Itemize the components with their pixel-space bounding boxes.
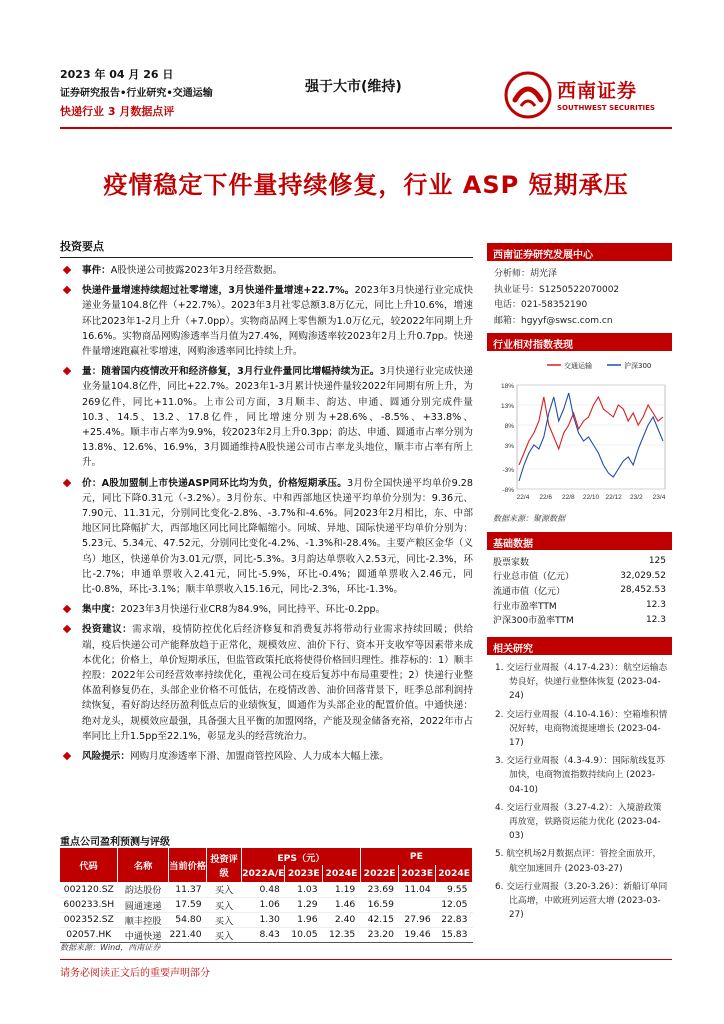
cell-price: 17.59 xyxy=(169,897,207,912)
cell-eps: 1.96 xyxy=(285,912,323,927)
highlight-item xyxy=(60,602,473,617)
highlight-text: 3月份全国快递平均单价9.28元，同比下降0.31元（-3.2%）。3月份东、中和西部地区快递平均单价分别为：9.36元、7.90元、11.31元，分别同比变化-2.8%、-3.7%和-4.6%。同2023年2月相比，东、中部地区同比降幅扩大，西部地区同比同比降幅缩小。同城、异地、国际快递平均单价分别为：5.23元、5.34元、47.52元，分别同比变化-4.2%、-1.3%和-28.4%。主要产粮区金华（义乌）地区，快递单价为3.01元/票，同比-5.3%。3月韵达单票收入2.53元，同比-2.3%，环比-2.7%；申通单票收入2.41元，同比-5.9%，环比-0.4%；圆通单票收入2.46元，同比-0.8%，环比-3.1%；顺丰单票收入15.16元，同比-2.3%，环比-1.3%。 xyxy=(82,477,473,596)
cell-pe: 22.83 xyxy=(436,912,473,927)
highlight-lead: 风险提示： xyxy=(82,751,130,763)
related-item[interactable]: 1. 交运行业周报（4.17-4.23）：航空运输态势良好，快递行业整体恢复 (2023-04-24) xyxy=(495,662,668,702)
related-research-title: 相关研究 xyxy=(487,637,672,655)
analyst-line: 执业证号：S1250522070002 xyxy=(494,284,620,295)
cell-rating: 买入 xyxy=(207,882,242,897)
cell-eps: 10.05 xyxy=(285,927,323,942)
highlight-text: 网购月度渗透率下滑、加盟商管控风险、人力成本大幅上涨。 xyxy=(129,751,389,763)
year-header: 2022E xyxy=(360,865,399,882)
series-line-0 xyxy=(519,397,663,465)
x-tick-label: 22/4 xyxy=(516,494,530,501)
year-header: 2022A/E xyxy=(242,865,285,882)
cell-eps: 12.35 xyxy=(323,927,361,942)
analyst-line: 邮箱：hgyyf@swsc.com.cn xyxy=(494,315,613,326)
company-logo xyxy=(503,70,673,120)
cell-name: 顺丰控股 xyxy=(118,912,169,927)
basic-data-row xyxy=(487,554,672,569)
cell-code: 002352.SZ xyxy=(60,912,118,927)
highlight-item xyxy=(60,476,473,598)
highlight-text: A股快递公司披露2023年3月经营数据。 xyxy=(110,265,283,276)
analyst-line: 电话：021-58352190 xyxy=(494,300,588,310)
year-header: 2023E xyxy=(399,865,436,882)
cell-name: 圆通速递 xyxy=(118,897,169,912)
cell-price: 11.37 xyxy=(169,882,207,897)
year-header: 2024E xyxy=(436,865,473,882)
basic-data-row xyxy=(487,612,672,627)
basic-label: 行业总市值（亿元） xyxy=(493,572,575,583)
basic-data-row xyxy=(487,598,672,613)
y-tick-label: 3% xyxy=(504,443,514,450)
cell-pe: 27.96 xyxy=(399,912,436,927)
year-header: 2024E xyxy=(323,865,361,882)
related-item[interactable]: 2. 交运行业周报（4.10-4.16）：空箱堆积情况好转，电商物流提速增长 (2023-04-17) xyxy=(495,709,668,748)
report-date: 2023 年 04 月 26 日 xyxy=(60,68,174,81)
basic-label: 股票家数 xyxy=(493,557,530,568)
basic-value: 28,452.53 xyxy=(620,585,666,596)
table-row xyxy=(60,912,473,927)
company-forecast-table xyxy=(60,848,473,943)
highlight-list xyxy=(60,263,473,764)
index-chart-title: 行业相对指数表现 xyxy=(487,333,672,351)
col-rating: 投资评级 xyxy=(207,848,242,882)
basic-value: 125 xyxy=(648,556,666,567)
related-item[interactable]: 5. 航空机场2月数据点评：管控全面放开，航空加速回升 (2023-03-27) xyxy=(495,849,662,874)
cell-pe: 12.05 xyxy=(436,897,473,912)
cell-pe: 11.04 xyxy=(399,882,436,897)
logo-mark-icon xyxy=(503,70,553,120)
highlight-lead: 投资建议： xyxy=(82,624,133,636)
cell-eps: 1.06 xyxy=(242,897,285,912)
investment-title: 投资要点 xyxy=(60,238,473,258)
disclaimer-note: 请务必阅读正文后的重要声明部分 xyxy=(60,968,210,979)
header-divider xyxy=(60,127,672,129)
col-pe: PE xyxy=(360,848,472,865)
basic-value: 12.3 xyxy=(645,600,666,611)
related-research-list xyxy=(487,655,672,922)
cell-rating: 买入 xyxy=(207,927,242,942)
cell-pe: 23.69 xyxy=(360,882,399,897)
highlight-lead: 价：A股加盟制上市快递ASP同环比均为负，价格短期承压。 xyxy=(82,477,348,489)
cell-eps: 1.30 xyxy=(242,912,285,927)
cell-eps: 0.48 xyxy=(242,882,285,897)
basic-data-row xyxy=(487,569,672,584)
cell-eps: 1.29 xyxy=(285,897,323,912)
highlight-item xyxy=(60,622,473,744)
basic-value: 32,029.52 xyxy=(620,570,666,581)
index-chart-svg xyxy=(487,351,672,511)
basic-data-row xyxy=(487,583,672,598)
cell-eps: 1.19 xyxy=(323,882,361,897)
cell-pe: 42.15 xyxy=(360,912,399,927)
basic-label: 流通市值（亿元） xyxy=(493,586,566,597)
highlight-item xyxy=(60,283,473,359)
cell-name: 中通快递 xyxy=(118,927,169,942)
basic-data-title: 基础数据 xyxy=(487,532,672,550)
cell-code: 600233.SH xyxy=(60,897,118,912)
industry-rating: 强于大市(维持) xyxy=(305,79,402,95)
y-tick-label: -8% xyxy=(502,487,514,494)
cell-rating: 买入 xyxy=(207,897,242,912)
series-line-1 xyxy=(519,393,663,481)
highlight-lead: 快递件量增速持续超过社零增速，3月快递件量增速+22.7%。 xyxy=(82,285,355,297)
report-category: 证券研究报告•行业研究•交通运输 xyxy=(60,88,213,99)
table-row xyxy=(60,927,473,942)
cell-pe: 19.46 xyxy=(399,927,436,942)
sidebar xyxy=(487,243,672,926)
highlight-item xyxy=(60,364,473,470)
cell-name: 韵达股份 xyxy=(118,882,169,897)
col-code: 代码 xyxy=(60,848,118,882)
highlight-text: 3月快递行业完成快递业务量104.8亿件，同比+22.7%。2023年1-3月累计快递件量较2022年同期有所上升，为269亿件，同比+11.0%。上市公司方面，3月顺丰、韵达、申通、圆通分别完成件量10.3、14.5、13.2、17.8亿件，同比增速分别为+28.6%、-8.5%、+33.8%、+25.4%。顺丰市占率为9.9%，较2023年2月上升0.3pp；韵达、申通、圆通市占率分别为13.8%、12.6%、16.9%，3月圆通维持A股快递公司市占率龙头地位，顺丰市占率有所上升。 xyxy=(82,366,473,469)
cell-pe: 9.55 xyxy=(436,882,473,897)
highlight-text: 2023年3月快递行业CR8为84.9%，同比持平、环比-0.2pp。 xyxy=(120,604,386,616)
col-price: 当前价格 xyxy=(169,848,207,882)
x-tick-label: 22/10 xyxy=(582,494,600,501)
cell-pe: 23.20 xyxy=(360,927,399,942)
col-name: 名称 xyxy=(118,848,169,882)
col-eps: EPS（元） xyxy=(242,848,361,865)
logo-name: 西南证券 xyxy=(557,80,638,102)
basic-data-table xyxy=(487,554,672,627)
cell-rating: 买入 xyxy=(207,912,242,927)
highlight-lead: 量：随着国内疫情改开和经济修复，3月行业件量同比增幅持续为正。 xyxy=(82,366,380,378)
y-tick-label: -3% xyxy=(502,467,514,474)
x-tick-label: 23/4 xyxy=(652,494,666,501)
table-source: 数据来源：Wind，西南证券 xyxy=(60,943,161,952)
report-type: 快递行业 3 月数据点评 xyxy=(60,105,175,118)
cell-eps: 1.03 xyxy=(285,882,323,897)
cell-code: 02057.HK xyxy=(60,927,118,942)
cell-eps: 2.40 xyxy=(323,912,361,927)
analyst-info xyxy=(487,261,672,333)
cell-eps: 8.43 xyxy=(242,927,285,942)
y-tick-label: 18% xyxy=(500,383,514,390)
basic-label: 沪深300市盈率TTM xyxy=(493,616,574,627)
footer-divider xyxy=(60,959,672,960)
legend-label: 交通运输 xyxy=(564,362,592,370)
basic-value: 12.3 xyxy=(645,614,666,625)
highlight-text: 2023年3月快递行业完成快递业务量104.8亿件（+22.7%）。2023年3月社零总额3.8万亿元，同比上升10.6%，增速环比2023年1-2月上升（+7.0pp）。实物商品网上零售额为1.0万亿元，较2022年同期上升16.6%。实物商品网购渗透率当月值为27.4%，网购渗透率较2023年2月上升0.7pp。快递件量增速跑赢社零增速，网购渗透率同比持续上升。 xyxy=(82,285,473,358)
logo-english-name: SOUTHWEST SECURITIES xyxy=(557,104,655,112)
highlight-lead: 集中度： xyxy=(82,604,121,616)
related-item[interactable]: 6. 交运行业周报（3.20-3.26）：新船订单同比高增，中欧班列运营大增 (2023-03-27) xyxy=(495,881,668,921)
x-tick-label: 23/2 xyxy=(630,494,643,501)
x-tick-label: 22/8 xyxy=(562,494,575,501)
x-tick-label: 22/12 xyxy=(605,494,622,501)
cell-price: 221.40 xyxy=(169,927,207,942)
y-tick-label: 13% xyxy=(500,403,514,410)
highlight-item xyxy=(60,263,473,278)
company-table-title: 重点公司盈利预测与评级 xyxy=(60,837,170,848)
report-headline: 疫情稳定下件量持续修复，行业 ASP 短期承压 xyxy=(103,171,629,199)
legend-label: 沪深300 xyxy=(624,362,652,370)
related-item[interactable]: 3. 交运行业周报（4.3-4.9）：国际航线复苏加快，电商物流指数持续向上 (2023-04-10) xyxy=(495,756,665,795)
analyst-line: 分析师：胡光泽 xyxy=(494,269,558,279)
y-tick-label: 8% xyxy=(504,423,514,430)
cell-code: 002120.SZ xyxy=(60,882,118,897)
basic-label: 行业市盈率TTM xyxy=(493,601,557,612)
cell-pe xyxy=(399,897,436,912)
table-row xyxy=(60,882,473,897)
highlight-text: 需求端，疫情防控优化后经济修复和消费复苏将带动行业需求持续回暖；供给端，疫后快递公司产能释放趋于正常化，规模效应、油价下行、资本开支收窄等因素带来成本优化；价格上，单价短期承压，但监管政策托底将使得价格回归理性。推荐标的：1）顺丰控股：2022年公司经营效率持续优化，重视公司在疫后复苏中布局重要性；2）快递行业整体盈利修复仍在，头部企业价格不可低估，在疫情改善、油价回落背景下，旺季总部利润持续恢复，看好韵达经历盈利低点后的业绩恢复，圆通作为头部企业的配置价值。中通快递：绝对龙头，规模效应最强，具备强大且平衡的加盟网络，产能及现金储备充裕，2022年市占率同比上升1.5pp至22.1%，彰显龙头的经营统治力。 xyxy=(82,624,474,742)
cell-pe: 16.59 xyxy=(360,897,399,912)
index-chart xyxy=(487,351,672,511)
cell-eps: 1.46 xyxy=(323,897,361,912)
x-tick-label: 22/6 xyxy=(539,494,552,501)
year-header: 2023E xyxy=(285,865,323,882)
research-center-title: 西南证券研究发展中心 xyxy=(487,243,672,261)
cell-pe: 15.83 xyxy=(436,927,473,942)
chart-source: 数据来源：聚源数据 xyxy=(493,514,565,523)
table-row xyxy=(60,897,473,912)
related-item[interactable]: 4. 交运行业周报（3.27-4.2）：入境游政策再放宽，铁路资运能力优化 (2023-04-03) xyxy=(495,802,662,842)
investment-highlights xyxy=(60,238,473,769)
highlight-lead: 事件： xyxy=(82,265,111,276)
cell-price: 54.80 xyxy=(169,912,207,927)
highlight-item xyxy=(60,749,473,764)
